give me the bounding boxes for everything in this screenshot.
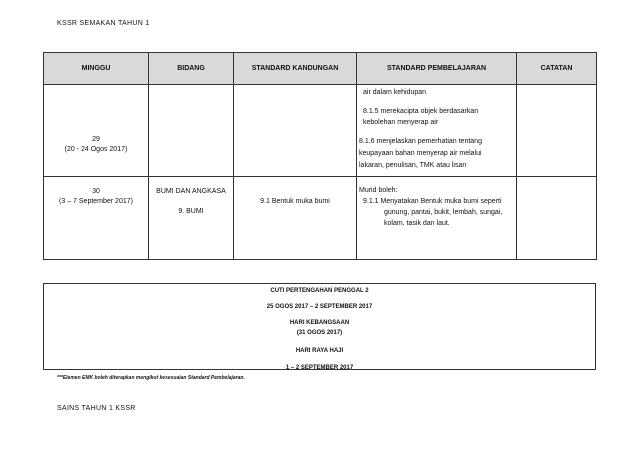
cuti-box xyxy=(43,283,596,370)
hari-kebangsaan-title: HARI KEBANGSAAN xyxy=(289,320,350,326)
lesson-table xyxy=(43,52,597,260)
header-catatan: CATATAN xyxy=(517,53,597,85)
row1-bidang xyxy=(149,85,234,177)
row1-catatan xyxy=(517,85,597,177)
table-row xyxy=(44,177,597,260)
row2-bidang-title: BUMI DAN ANGKASA xyxy=(156,188,226,195)
hari-kebangsaan-date: (31 OGOS 2017) xyxy=(296,330,343,336)
table-header-row xyxy=(44,53,597,85)
row2-bidang-topic: 9. BUMI xyxy=(178,208,204,215)
row2-standard-kandungan xyxy=(234,177,357,260)
table-row xyxy=(44,85,597,177)
row1-sp-line: 8.1.5 merekacipta objek berdasarkan xyxy=(363,108,479,115)
row1-sp-line: lakaran, penulisan, TMK atau lisan xyxy=(359,162,467,169)
row1-minggu xyxy=(44,85,149,177)
row1-sp-line: kebolehan menyerap air xyxy=(363,119,439,126)
row1-sp-line: 8.1.6 menjelaskan pemerhatian tentang xyxy=(359,138,482,145)
row1-standard-kandungan xyxy=(234,85,357,177)
row2-sp-line: gunung, pantai, bukit, lembah, sungai, xyxy=(384,209,503,216)
cuti-dates: 25 OGOS 2017 – 2 SEPTEMBER 2017 xyxy=(266,304,373,310)
row1-sp-line: keupayaan bahan menyerap air melalui xyxy=(359,150,482,157)
cuti-title: CUTI PERTENGAHAN PENGGAL 2 xyxy=(270,288,369,294)
header-minggu: MINGGU xyxy=(44,53,149,85)
header-standard-pembelajaran: STANDARD PEMBELAJARAN xyxy=(357,53,517,85)
row1-week-dates: (20 - 24 Ogos 2017) xyxy=(64,146,128,153)
row2-catatan xyxy=(517,177,597,260)
hari-raya-haji-title: HARI RAYA HAJI xyxy=(295,348,344,354)
page-header: KSSR SEMAKAN TAHUN 1 xyxy=(57,20,150,27)
row2-sp-line: kolam, tasik dan laut. xyxy=(384,220,450,227)
row2-minggu xyxy=(44,177,149,260)
row2-bidang xyxy=(149,177,234,260)
header-bidang: BIDANG xyxy=(149,53,234,85)
row2-week-dates: (3 – 7 September 2017) xyxy=(59,198,133,205)
row2-sp-line: 9.1.1 Menyatakan Bentuk muka bumi seperti xyxy=(363,198,502,205)
row2-standard-pembelajaran xyxy=(357,177,517,260)
row2-sk-text: 9.1 Bentuk muka bumi xyxy=(260,198,330,205)
row2-week-number: 30 xyxy=(92,188,100,195)
page-footer: SAINS TAHUN 1 KSSR xyxy=(57,405,136,412)
row1-standard-pembelajaran xyxy=(357,85,517,177)
row2-sp-line: Murid boleh: xyxy=(359,187,398,194)
row1-week-number: 29 xyxy=(92,136,100,143)
row1-sp-line: air dalam kehidupan xyxy=(363,89,427,96)
emk-note: ***Elemen EMK boleh diterapkan mengikut kesesuaian Standard Pembelajaran. xyxy=(57,375,245,381)
hari-raya-haji-dates: 1 – 2 SEPTEMBER 2017 xyxy=(285,365,354,370)
header-standard-kandungan: STANDARD KANDUNGAN xyxy=(234,53,357,85)
